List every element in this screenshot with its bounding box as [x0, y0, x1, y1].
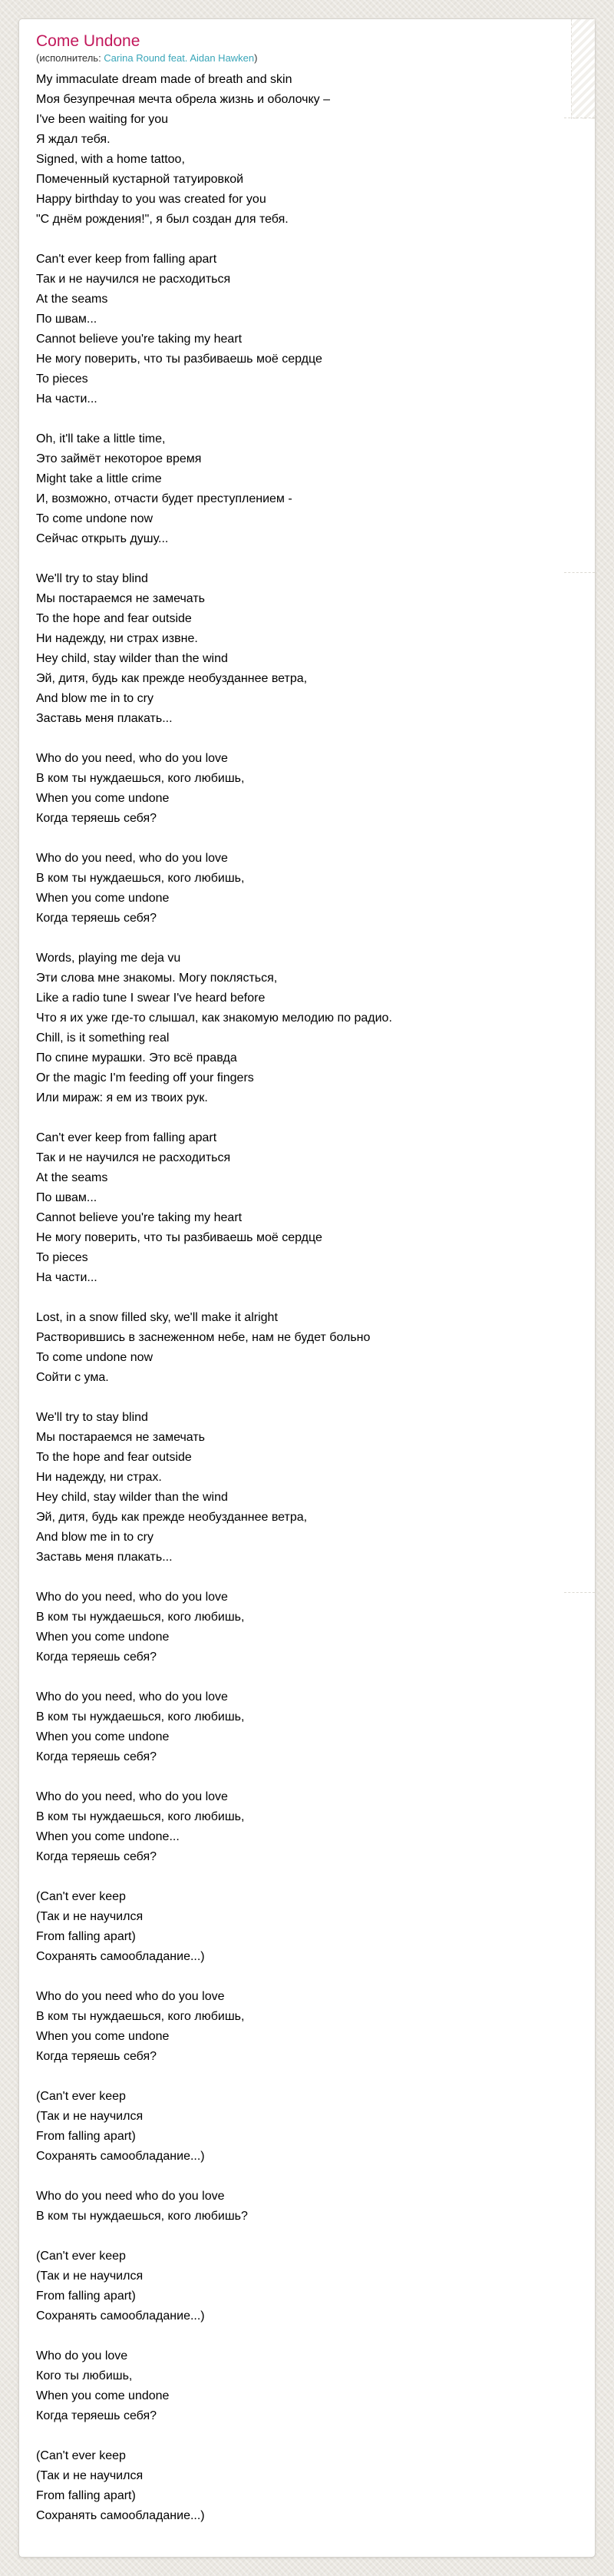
lyrics-stanza: [36, 1128, 581, 1288]
lyric-line: Когда теряешь себя?: [36, 2409, 157, 2422]
lyric-line: (Так и не научился: [36, 2270, 144, 2283]
lyric-line: Who do you need, who do you love: [36, 1790, 228, 1803]
lyric-line: (Так и не научился: [36, 2469, 144, 2482]
lyric-line: (Так и не научился: [36, 2110, 144, 2123]
lyric-line: Who do you need, who do you love: [36, 1690, 228, 1704]
lyric-line: Who do you need, who do you love: [36, 1591, 228, 1604]
lyric-line: На части...: [36, 392, 97, 406]
lyric-line: И, возможно, отчасти будет преступлением -: [36, 492, 292, 505]
lyric-line: Who do you need, who do you love: [36, 752, 228, 765]
lyric-line: Эти слова мне знакомы. Могу поклясться,: [36, 972, 278, 985]
lyric-line: And blow me in to cry: [36, 1531, 154, 1544]
lyric-line: В ком ты нуждаешься, кого любишь,: [36, 772, 245, 785]
lyric-line: When you come undone: [36, 1730, 170, 1743]
lyric-line: From falling apart): [36, 2290, 136, 2303]
lyric-line: Who do you need, who do you love: [36, 852, 228, 865]
performer-line: [33, 51, 581, 65]
lyric-line: Words, playing me deja vu: [36, 952, 181, 965]
lyric-line: Или мираж: я ем из твоих рук.: [36, 1091, 208, 1104]
lyric-line: В ком ты нуждаешься, кого любишь,: [36, 2010, 245, 2023]
lyrics-stanza: [36, 2087, 581, 2167]
lyric-line: По швам...: [36, 313, 97, 326]
lyric-line: To pieces: [36, 1251, 88, 1264]
lyric-line: From falling apart): [36, 1930, 136, 1943]
lyric-line: (Can't ever keep: [36, 2090, 126, 2103]
lyric-line: To the hope and fear outside: [36, 612, 192, 625]
lyric-line: When you come undone: [36, 2389, 170, 2402]
lyric-line: В ком ты нуждаешься, кого любишь?: [36, 2210, 248, 2223]
lyric-line: We'll try to stay blind: [36, 572, 148, 585]
lyrics-stanza: [36, 2187, 581, 2227]
lyric-line: Who do you need who do you love: [36, 1990, 225, 2003]
lyrics-stanza: [36, 250, 581, 409]
lyric-line: Не могу поверить, что ты разбиваешь моё сердце: [36, 353, 322, 366]
lyric-line: When you come undone: [36, 2030, 170, 2043]
lyrics-stanza: [36, 2446, 581, 2526]
lyric-line: В ком ты нуждаешься, кого любишь,: [36, 1710, 245, 1723]
lyric-line: Когда теряешь себя?: [36, 1750, 157, 1763]
dashed-divider: [564, 1592, 595, 1593]
lyric-line: Сохранять самообладание...): [36, 2309, 205, 2323]
lyric-line: Мы постараемся не замечать: [36, 1431, 206, 1444]
lyric-line: Сохранять самообладание...): [36, 2509, 205, 2522]
lyric-line: Can't ever keep from falling apart: [36, 1131, 217, 1144]
lyric-line: When you come undone...: [36, 1830, 180, 1843]
song-title: Come Undone: [36, 32, 140, 50]
lyric-line: Oh, it'll take a little time,: [36, 432, 166, 445]
lyrics-stanza: [36, 849, 581, 929]
lyric-line: По швам...: [36, 1191, 97, 1204]
lyric-line: Моя безупречная мечта обрела жизнь и оболочку –: [36, 93, 331, 106]
lyric-line: Chill, is it something real: [36, 1031, 170, 1045]
lyric-line: Who do you need who do you love: [36, 2190, 225, 2203]
lyric-line: At the seams: [36, 1171, 108, 1184]
lyric-line: Когда теряешь себя?: [36, 1850, 157, 1863]
dashed-divider: [564, 572, 595, 573]
lyric-line: And blow me in to cry: [36, 692, 154, 705]
lyric-line: Hey child, stay wilder than the wind: [36, 652, 228, 665]
lyric-line: Эй, дитя, будь как прежде необузданнее ветра,: [36, 1511, 308, 1524]
performer-prefix: (исполнитель:: [36, 52, 104, 64]
lyric-line: (Can't ever keep: [36, 1890, 126, 1903]
lyric-line: Так и не научился не расходиться: [36, 273, 231, 286]
corner-decoration: [571, 19, 595, 119]
lyric-line: Заставь меня плакать...: [36, 712, 173, 725]
lyric-line: To come undone now: [36, 512, 154, 525]
lyric-line: Might take a little crime: [36, 472, 162, 485]
lyric-line: На части...: [36, 1271, 97, 1284]
lyric-line: We'll try to stay blind: [36, 1411, 148, 1424]
lyrics-stanza: [36, 749, 581, 829]
lyric-line: From falling apart): [36, 2489, 136, 2502]
lyric-line: Что я их уже где-то слышал, как знакомую мелодию по радио.: [36, 1012, 392, 1025]
lyric-line: Lost, in a snow filled sky, we'll make it alright: [36, 1311, 278, 1324]
lyrics-stanza: [36, 1408, 581, 1568]
lyrics-body: [33, 70, 581, 2526]
lyric-line: Сойти с ума.: [36, 1371, 109, 1384]
lyric-line: Signed, with a home tattoo,: [36, 153, 185, 166]
lyric-line: My immaculate dream made of breath and skin: [36, 73, 292, 86]
lyrics-card: [18, 18, 596, 2558]
lyric-line: Помеченный кустарной татуировкой: [36, 173, 244, 186]
lyric-line: At the seams: [36, 293, 108, 306]
lyrics-stanza: [36, 569, 581, 729]
lyric-line: (Can't ever keep: [36, 2449, 126, 2462]
lyric-line: From falling apart): [36, 2130, 136, 2143]
lyric-line: To pieces: [36, 372, 88, 386]
lyric-line: Сохранять самообладание...): [36, 1950, 205, 1963]
lyrics-stanza: [36, 1687, 581, 1767]
lyric-line: В ком ты нуждаешься, кого любишь,: [36, 872, 245, 885]
lyric-line: Ни надежду, ни страх.: [36, 1471, 162, 1484]
lyric-line: Hey child, stay wilder than the wind: [36, 1491, 228, 1504]
lyric-line: Cannot believe you're taking my heart: [36, 333, 243, 346]
lyric-line: Who do you love: [36, 2349, 128, 2362]
lyric-line: Когда теряешь себя?: [36, 812, 157, 825]
lyric-line: To come undone now: [36, 1351, 154, 1364]
lyrics-stanza: [36, 1588, 581, 1667]
lyric-line: Ни надежду, ни страх извне.: [36, 632, 198, 645]
lyric-line: Не могу поверить, что ты разбиваешь моё сердце: [36, 1231, 322, 1244]
lyric-line: I've been waiting for you: [36, 113, 169, 126]
lyric-line: Это займёт некоторое время: [36, 452, 202, 465]
performer-suffix: ): [254, 52, 258, 64]
lyric-line: В ком ты нуждаешься, кого любишь,: [36, 1611, 245, 1624]
lyrics-stanza: [36, 429, 581, 549]
lyric-line: По спине мурашки. Это всё правда: [36, 1051, 237, 1065]
lyric-line: When you come undone: [36, 1631, 170, 1644]
lyric-line: Когда теряешь себя?: [36, 1651, 157, 1664]
lyric-line: В ком ты нуждаешься, кого любишь,: [36, 1810, 245, 1823]
lyric-line: Когда теряешь себя?: [36, 912, 157, 925]
lyric-line: Заставь меня плакать...: [36, 1551, 173, 1564]
lyric-line: When you come undone: [36, 892, 170, 905]
lyric-line: (Can't ever keep: [36, 2250, 126, 2263]
lyric-line: Я ждал тебя.: [36, 133, 111, 146]
performer-link[interactable]: Carina Round feat. Aidan Hawken: [104, 52, 255, 64]
lyric-line: Когда теряешь себя?: [36, 2050, 157, 2063]
lyrics-stanza: [36, 70, 581, 230]
lyric-line: Эй, дитя, будь как прежде необузданнее ветра,: [36, 672, 308, 685]
lyrics-stanza: [36, 949, 581, 1108]
lyric-line: To the hope and fear outside: [36, 1451, 192, 1464]
lyric-line: Cannot believe you're taking my heart: [36, 1211, 243, 1224]
lyric-line: Кого ты любишь,: [36, 2369, 133, 2382]
lyrics-stanza: [36, 1308, 581, 1388]
lyric-line: Так и не научился не расходиться: [36, 1151, 231, 1164]
lyric-line: Or the magic I'm feeding off your fingers: [36, 1071, 254, 1084]
lyric-line: Сейчас открыть душу...: [36, 532, 169, 545]
lyrics-stanza: [36, 2247, 581, 2326]
lyric-line: Мы постараемся не замечать: [36, 592, 206, 605]
lyric-line: Like a radio tune I swear I've heard before: [36, 992, 266, 1005]
lyrics-stanza: [36, 1787, 581, 1867]
lyric-line: Сохранять самообладание...): [36, 2150, 205, 2163]
lyrics-stanza: [36, 2346, 581, 2426]
lyric-line: "С днём рождения!", я был создан для тебя.: [36, 213, 289, 226]
lyrics-stanza: [36, 1987, 581, 2067]
lyric-line: Растворившись в заснеженном небе, нам не будет больно: [36, 1331, 371, 1344]
lyric-line: Can't ever keep from falling apart: [36, 253, 217, 266]
lyric-line: Happy birthday to you was created for you: [36, 193, 266, 206]
lyrics-stanza: [36, 1887, 581, 1967]
lyric-line: (Так и не научился: [36, 1910, 144, 1923]
lyric-line: When you come undone: [36, 792, 170, 805]
